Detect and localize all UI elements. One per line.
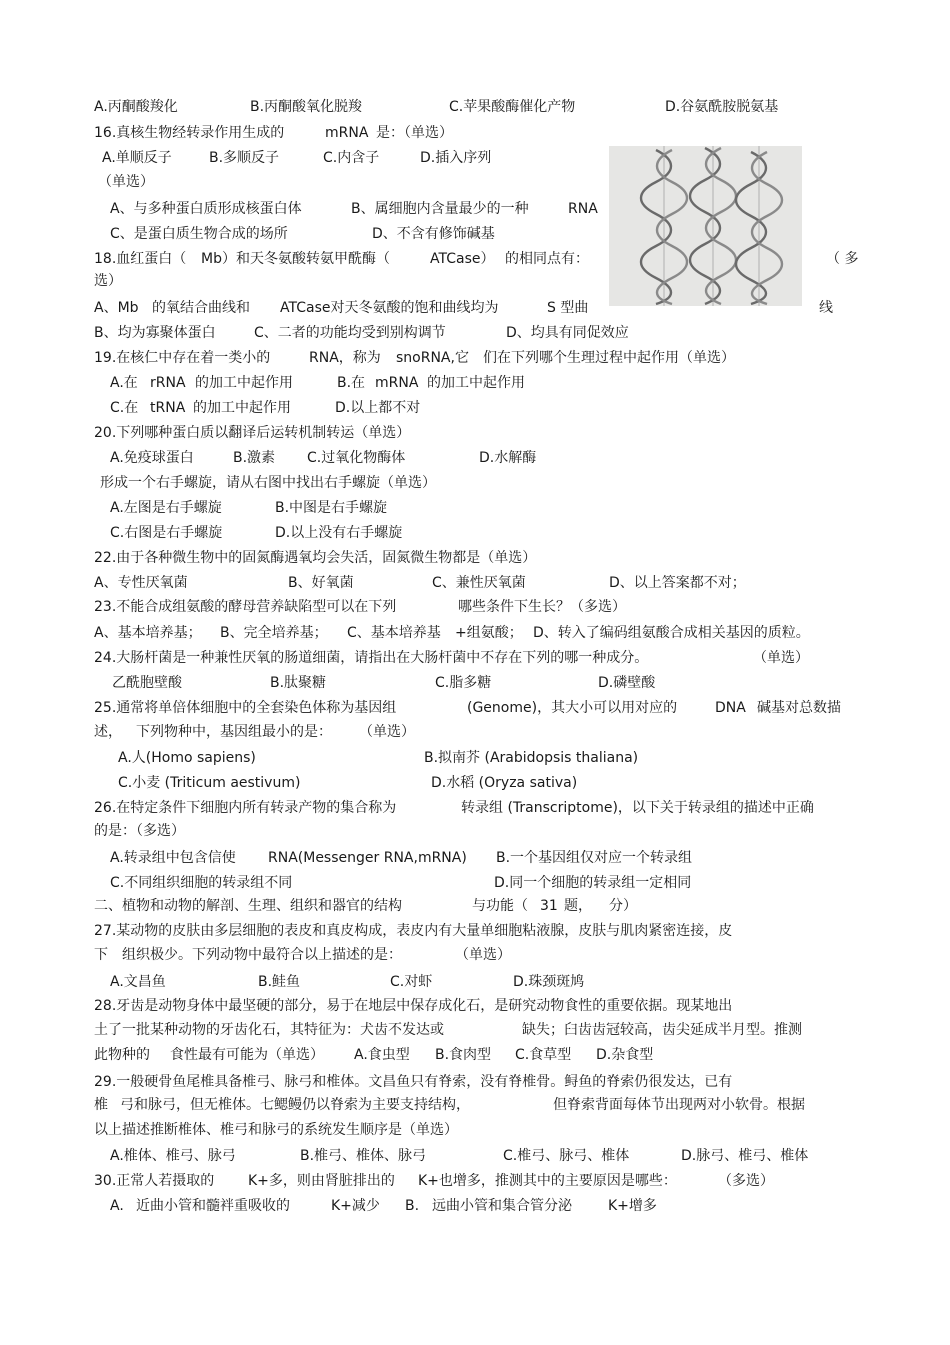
- q19-option-a-term: rRNA: [150, 375, 186, 391]
- q25-option-a: A.人(Homo sapiens): [118, 750, 256, 766]
- q29-stem3: 以上描述推断椎体、椎弓和脉弓的系统发生顺序是（单选）: [94, 1122, 458, 1138]
- q17-option-b-term: RNA: [568, 201, 598, 217]
- q18-option-a2: 的氧结合曲线和: [152, 300, 250, 316]
- q22-option-d: D、以上答案都不对；: [609, 575, 746, 591]
- q29-option-d: D.脉弓、椎弓、椎体: [681, 1148, 809, 1164]
- q24-option-a: 乙酰胞壁酸: [112, 675, 182, 691]
- q24-option-d: D.磷壁酸: [598, 675, 656, 691]
- q27-option-b: B.鲑鱼: [258, 974, 301, 990]
- helix-figure: [609, 146, 802, 306]
- q25-stem-genome: (Genome)，其大小可以用对应的: [467, 700, 678, 716]
- q19-option-c-term: tRNA: [150, 400, 186, 416]
- q21-stem-text: 形成一个右手螺旋，请从右图中找出右手螺旋（单选）: [100, 475, 436, 491]
- q24-type: （单选）: [753, 650, 809, 666]
- q23-option-c2: +组氨酸；: [455, 625, 523, 641]
- q19-option-c: C.在: [110, 400, 139, 416]
- q28-stem3b: 食性最有可能为（单选）: [170, 1047, 324, 1063]
- q30-option-a: A.: [110, 1198, 124, 1214]
- q26-option-a2: RNA(Messenger RNA,mRNA): [268, 850, 467, 866]
- q24-option-b: B.肽聚糖: [270, 675, 327, 691]
- q19-option-b-tail: 的加工中起作用: [427, 375, 525, 391]
- q29-option-b: B.椎弓、椎体、脉弓: [300, 1148, 427, 1164]
- q18-stem-tail: 的相同点有：: [505, 251, 589, 267]
- q16-option-c: C.内含子: [323, 150, 380, 166]
- q15-option-d: D.谷氨酰胺脱氨基: [665, 99, 779, 115]
- q28-option-a: A.食虫型: [354, 1047, 410, 1063]
- q30-stem-k2: K+也增多，推测其中的主要原因是哪些：: [418, 1173, 677, 1189]
- q16-stem-term: mRNA: [325, 125, 369, 141]
- q27-option-a: A.文昌鱼: [110, 974, 166, 990]
- q28-stem-text: 28.牙齿是动物身体中最坚硬的部分，易于在地层中保存成化石，是研究动物食性的重要依据。现某地出: [94, 998, 733, 1014]
- q29-stem-text: 29.一般硬骨鱼尾椎具备椎弓、脉弓和椎体。文昌鱼只有脊索，没有脊椎骨。鲟鱼的脊索仍很发达，已有: [94, 1074, 733, 1090]
- q18-option-a: A、Mb: [94, 300, 139, 316]
- q19-stem-text: 19.在核仁中存在着一类小的: [94, 350, 271, 366]
- q23-stem-tail: 哪些条件下生长？（多选）: [458, 599, 626, 615]
- q20-option-b: B.激素: [233, 450, 276, 466]
- q18-stem-atcase: ATCase）: [430, 251, 495, 267]
- q29-option-c: C.椎弓、脉弓、椎体: [503, 1148, 630, 1164]
- q24-stem-text: 24.大肠杆菌是一种兼性厌氧的肠道细菌，请指出在大肠杆菌中不存在下列的哪一种成分。: [94, 650, 649, 666]
- helix-figure-drawing: [609, 146, 802, 306]
- q19-option-c-tail: 的加工中起作用: [193, 400, 291, 416]
- q17-option-a: A、与多种蛋白质形成核蛋白体: [110, 201, 302, 217]
- q18-option-d: D、均具有同促效应: [506, 325, 629, 341]
- q16-stem-text: 16.真核生物经转录作用生成的: [94, 125, 285, 141]
- q25-stem-tail: 碱基对总数描: [757, 700, 841, 716]
- q18-stem-text: 18.血红蛋白（: [94, 251, 187, 267]
- q21-option-c: C.右图是右手螺旋: [110, 525, 223, 541]
- q28-stem2b: 缺失；臼齿齿冠较高，齿尖延成半月型。推测: [522, 1022, 802, 1038]
- q18-option-a5: 线: [819, 300, 833, 316]
- q15-option-c: C.苹果酸酶催化产物: [449, 99, 576, 115]
- q24-option-c: C.脂多糖: [435, 675, 492, 691]
- q23-option-d: D、转入了编码组氨酸合成相关基因的质粒。: [533, 625, 810, 641]
- q20-option-a: A.免疫球蛋白: [110, 450, 194, 466]
- q27-type: （单选）: [455, 947, 511, 963]
- q15-option-b: B.丙酮酸氧化脱羧: [250, 99, 363, 115]
- q25-option-d: D.水稻 (Oryza sativa): [431, 775, 578, 791]
- q18-option-c: C、二者的功能均受到别构调节: [254, 325, 446, 341]
- q26-option-b: B.一个基因组仅对应一个转录组: [496, 850, 693, 866]
- q19-stem-tail: 们在下列哪个生理过程中起作用（单选）: [483, 350, 735, 366]
- q25-option-c: C.小麦 (Triticum aestivum): [118, 775, 301, 791]
- q27-option-d: D.珠颈斑鸠: [513, 974, 585, 990]
- q19-stem-rna: RNA，称为: [309, 350, 381, 366]
- q28-option-c: C.食草型: [515, 1047, 572, 1063]
- q18-type: （ 多: [826, 251, 859, 267]
- q21-option-b: B.中图是右手螺旋: [275, 500, 388, 516]
- q30-option-b: B.: [405, 1198, 420, 1214]
- q30-stem-k1: K+多，则由肾脏排出的: [248, 1173, 395, 1189]
- q26-stem2: 的是：（多选）: [94, 823, 185, 839]
- q18-option-a3: ATCase对天冬氨酸的饱和曲线均为: [280, 300, 499, 316]
- q23-option-a: A、基本培养基；: [94, 625, 202, 641]
- q25-option-b: B.拟南芥 (Arabidopsis thaliana): [424, 750, 639, 766]
- q19-option-d: D.以上都不对: [335, 400, 421, 416]
- q29-option-a: A.椎体、椎弓、脉弓: [110, 1148, 236, 1164]
- q20-option-c: C.过氧化物酶体: [307, 450, 406, 466]
- q30-option-b3: K+增多: [608, 1198, 657, 1214]
- q22-option-c: C、兼性厌氧菌: [432, 575, 526, 591]
- q21-option-d: D.以上没有右手螺旋: [275, 525, 403, 541]
- q22-stem-text: 22.由于各种微生物中的固氮酶遇氧均会失活，固氮微生物都是（单选）: [94, 550, 537, 566]
- q29-stem2: 椎: [94, 1097, 108, 1113]
- section-2-tail2: 题，: [564, 898, 592, 914]
- q21-option-a: A.左图是右手螺旋: [110, 500, 222, 516]
- q23-stem-text: 23.不能合成组氨酸的酵母营养缺陷型可以在下列: [94, 599, 397, 615]
- q28-stem3: 此物种的: [94, 1047, 150, 1063]
- q25-stem2: 述，: [94, 724, 122, 740]
- q18-option-a4: S 型曲: [547, 300, 589, 316]
- q19-option-a-tail: 的加工中起作用: [195, 375, 293, 391]
- section-2-tail3: 分）: [609, 898, 637, 914]
- q19-option-b: B.在: [337, 375, 366, 391]
- q25-stem-dna: DNA: [715, 700, 746, 716]
- q22-option-a: A、专性厌氧菌: [94, 575, 188, 591]
- q19-option-b-term: mRNA: [375, 375, 419, 391]
- q30-option-a2: 近曲小管和髓袢重吸收的: [136, 1198, 290, 1214]
- q17-option-b: B、属细胞内含量最少的一种: [351, 201, 529, 217]
- q30-option-b2: 远曲小管和集合管分泌: [432, 1198, 572, 1214]
- section-2-tail: 与功能（: [472, 898, 528, 914]
- q16-stem-tail: 是：（单选）: [376, 125, 453, 141]
- section-2-title: 二、植物和动物的解剖、生理、组织和器官的结构: [94, 898, 402, 914]
- q30-type: （多选）: [718, 1173, 774, 1189]
- q26-stem-text: 26.在特定条件下细胞内所有转录产物的集合称为: [94, 800, 397, 816]
- q18-option-b: B、均为寡聚体蛋白: [94, 325, 216, 341]
- q16-option-b: B.多顺反子: [209, 150, 280, 166]
- q28-option-b: B.食肉型: [435, 1047, 492, 1063]
- q25-stem2b: 下列物种中，基因组最小的是：: [136, 724, 332, 740]
- q25-type: （单选）: [359, 724, 415, 740]
- q20-option-d: D.水解酶: [479, 450, 537, 466]
- q27-stem2b: 组织极少。下列动物中最符合以上描述的是：: [122, 947, 402, 963]
- q17-type-text: （单选）: [98, 174, 154, 190]
- q27-stem2: 下: [94, 947, 108, 963]
- q30-stem-text: 30.正常人若摄取的: [94, 1173, 215, 1189]
- q28-option-d: D.杂食型: [596, 1047, 654, 1063]
- q19-stem-sno: snoRNA,它: [396, 350, 469, 366]
- section-2-num: 31: [540, 898, 558, 914]
- q23-option-b: B、完全培养基；: [220, 625, 328, 641]
- q27-option-c: C.对虾: [390, 974, 433, 990]
- q16-option-a: A.单顺反子: [102, 150, 172, 166]
- q17-option-c: C、是蛋白质生物合成的场所: [110, 226, 288, 242]
- q18-type2: 选）: [94, 273, 122, 289]
- q27-stem-text: 27.某动物的皮肤由多层细胞的表皮和真皮构成，表皮内有大量单细胞粘液腺，皮肤与肌肉紧密连接，皮: [94, 923, 733, 939]
- q17-option-d: D、不含有修饰碱基: [372, 226, 495, 242]
- q26-option-c: C.不同组织细胞的转录组不同: [110, 875, 293, 891]
- q25-stem-text: 25.通常将单倍体细胞中的全套染色体称为基因组: [94, 700, 397, 716]
- q26-option-a: A.转录组中包含信使: [110, 850, 236, 866]
- q30-option-a3: K+减少: [331, 1198, 380, 1214]
- q20-stem-text: 20.下列哪种蛋白质以翻译后运转机制转运（单选）: [94, 425, 411, 441]
- q18-stem-mb: Mb）和天冬氨酸转氨甲酰酶（: [201, 251, 390, 267]
- q19-option-a: A.在: [110, 375, 138, 391]
- q22-option-b: B、好氧菌: [288, 575, 354, 591]
- q16-option-d: D.插入序列: [420, 150, 492, 166]
- q26-option-d: D.同一个细胞的转录组一定相同: [494, 875, 692, 891]
- q15-option-a: A.丙酮酸羧化: [94, 99, 178, 115]
- q26-stem-tail: 转录组 (Transcriptome)，以下关于转录组的描述中正确: [461, 800, 814, 816]
- q29-stem2c: 但脊索背面每体节出现两对小软骨。根据: [553, 1097, 805, 1113]
- q29-stem2b: 弓和脉弓，但无椎体。七鳃鳗仍以脊索为主要支持结构，: [120, 1097, 470, 1113]
- q28-stem2: 土了一批某种动物的牙齿化石，其特征为：犬齿不发达或: [94, 1022, 444, 1038]
- q23-option-c: C、基本培养基: [347, 625, 441, 641]
